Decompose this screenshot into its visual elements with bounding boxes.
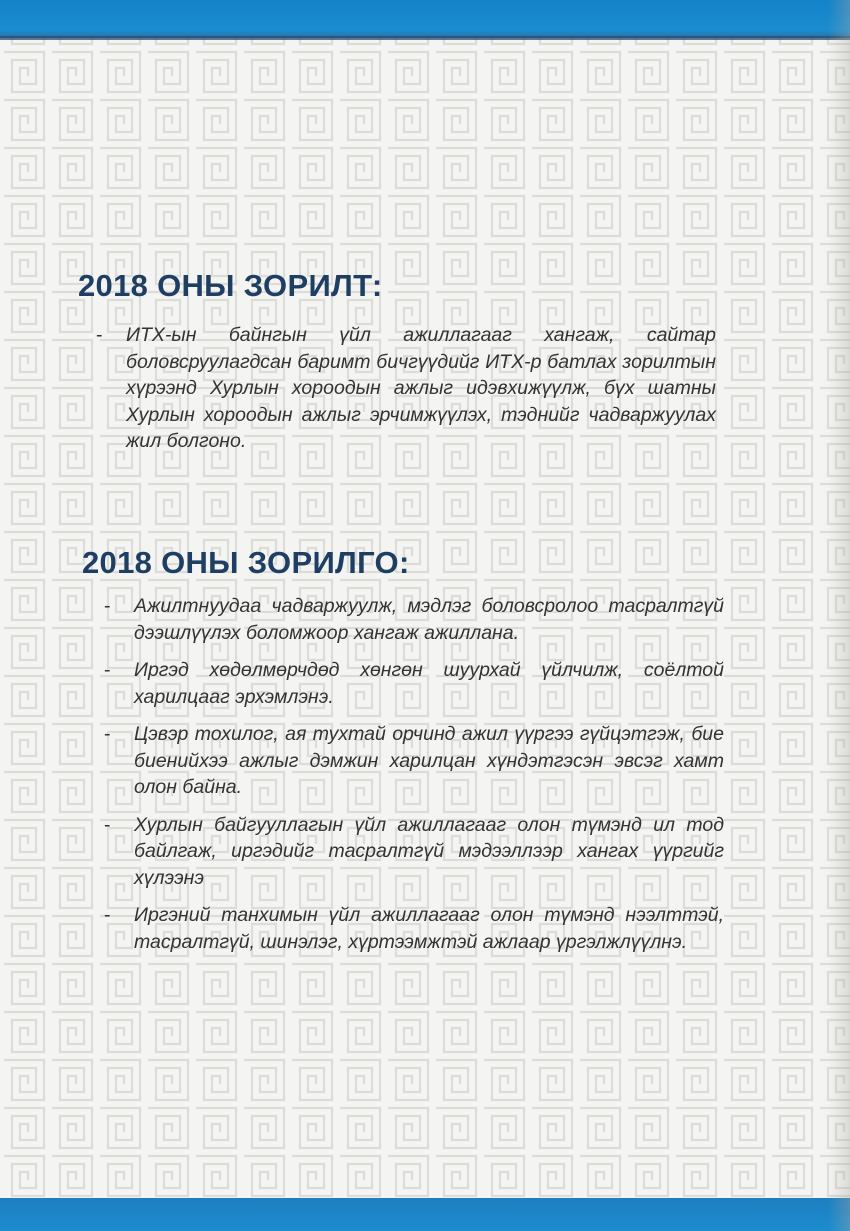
top-blue-band <box>0 0 850 38</box>
goals-list <box>104 593 724 966</box>
list-item-text: ИТХ-ын байнгын үйл ажиллагааг хангаж, сайтар боловсруулагдсан баримт бичгүүдийг ИТХ-р батлах зорилтын хүрээнд Хурлын хороодын ажлыг идэвхижүүлж, бүх шатны Хурлын хороодын ажлыг эрчимжүүлэх, тэднийг чадваржуулах жил болгоно. <box>126 324 716 452</box>
objectives-list <box>96 322 716 466</box>
bullet-dash: - <box>104 595 111 617</box>
list-item <box>104 902 724 955</box>
list-item-text: Ажилтнуудаа чадваржуулж, мэдлэг боловсролоо тасралтгүй дээшлүүлэх боломжоор хангаж ажиллана. <box>134 595 724 644</box>
list-item <box>96 322 716 455</box>
top-band-edge <box>0 36 850 40</box>
list-item <box>104 721 724 801</box>
list-item-text: Цэвэр тохилог, ая тухтай орчинд ажил үүргээ гүйцэтгэж, бие биенийхээ ажлыг дэмжин харилцан хүндэтгэсэн эвсэг хамт олон байна. <box>134 723 724 798</box>
bullet-dash: - <box>96 324 103 346</box>
bullet-dash: - <box>104 659 111 681</box>
list-item <box>104 812 724 892</box>
list-item <box>104 657 724 710</box>
section-heading-objectives: 2018 ОНЫ ЗОРИЛТ: <box>78 268 383 303</box>
bullet-dash: - <box>104 723 111 745</box>
section-heading-goals: 2018 ОНЫ ЗОРИЛГО: <box>82 545 410 580</box>
list-item-text: Хурлын байгууллагын үйл ажиллагааг олон түмэнд ил тод байлгаж, иргэдийг тасралтгүй мэдээллээр хангах үүргийг хүлээнэ <box>134 813 724 889</box>
list-item-text: Иргэний танхимын үйл ажиллагааг олон түмэнд нээлттэй, тасралтгүй, шинэлэг, хүртээмжтэй ажлаар үргэлжлүүлнэ. <box>134 904 724 953</box>
list-item-text: Иргэд хөдөлмөрчдөд хөнгөн шуурхай үйлчилж, соёлтой харилцааг эрхэмлэнэ. <box>134 659 724 708</box>
page-edge-shadow <box>828 0 850 1231</box>
bullet-dash: - <box>104 813 111 836</box>
bottom-blue-band <box>0 1198 850 1231</box>
bullet-dash: - <box>104 904 111 926</box>
list-item <box>104 593 724 646</box>
